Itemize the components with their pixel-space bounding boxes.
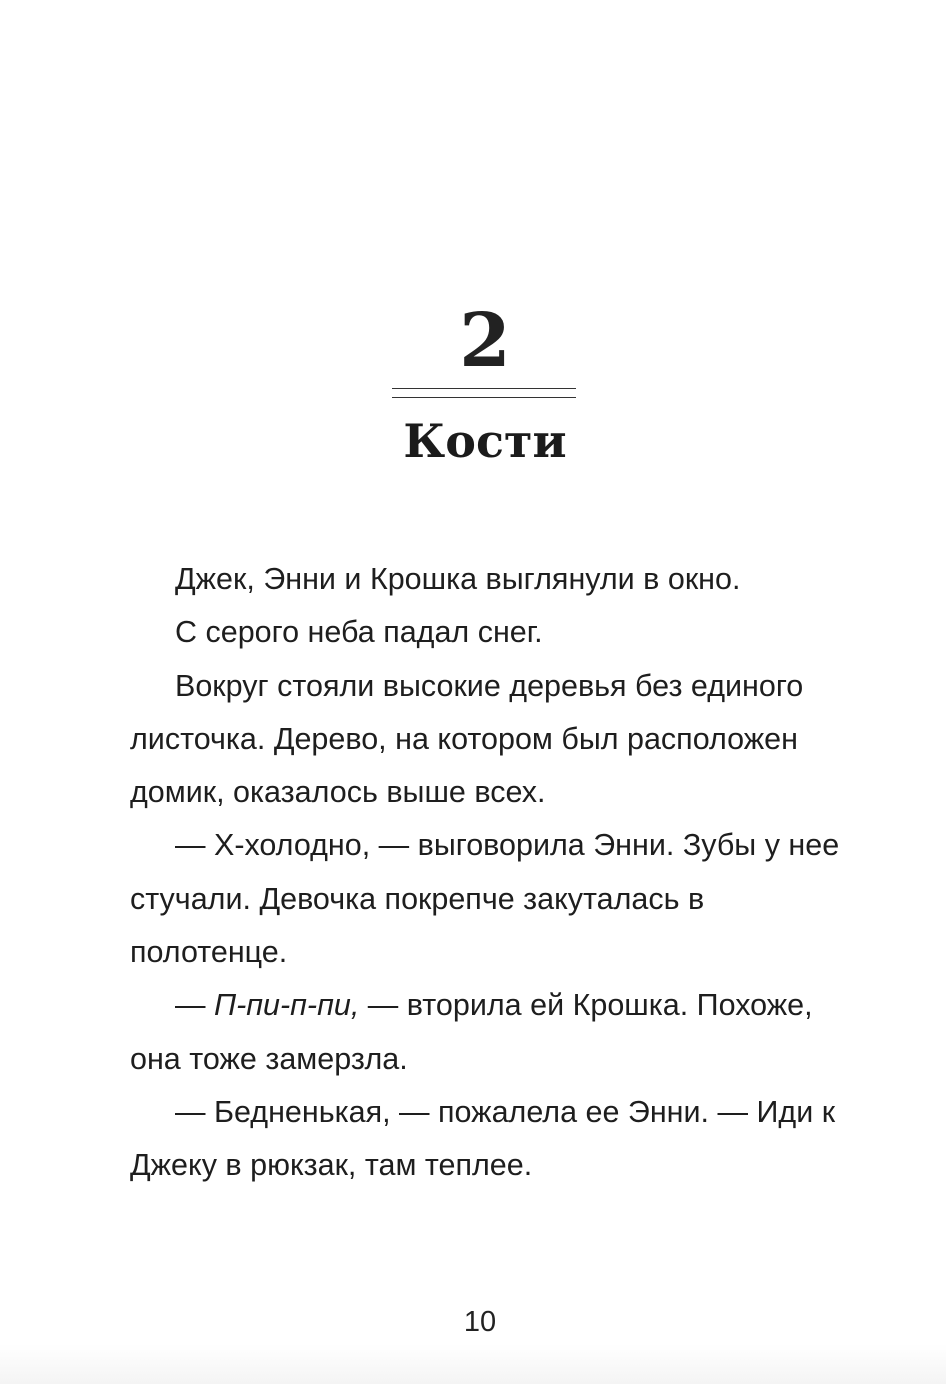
paragraph: С серого неба падал снег. bbox=[175, 615, 543, 650]
paragraph: Джек, Энни и Крошка выглянули в окно. bbox=[175, 562, 741, 596]
chapter-title: Кости bbox=[403, 414, 567, 468]
page-number: 10 bbox=[463, 1306, 497, 1338]
paragraph: — Бедненькая, — пожалела ее Энни. — Иди к Джеку в рюкзак, там теплее. bbox=[130, 1094, 836, 1183]
paragraph: Вокруг стояли высокие деревья без единого листочка. Дерево, на котором был расположен домик, оказалось выше всех. bbox=[130, 668, 804, 810]
chapter-number: 2 bbox=[459, 298, 511, 384]
chapter-body bbox=[130, 553, 850, 1193]
dialogue-dash: — bbox=[175, 988, 214, 1023]
chapter-divider bbox=[392, 388, 576, 398]
paragraph: — Х-холодно, — выговорила Энни. Зубы у нее стучали. Девочка покрепче закуталась в полотенце. bbox=[130, 828, 840, 970]
paragraph bbox=[130, 979, 850, 1086]
page-bottom-shade bbox=[0, 1344, 946, 1384]
paragraph-rest: — вторила ей Крошка. Похоже, она тоже замерзла. bbox=[130, 988, 813, 1076]
italic-sound: П-пи-п-пи, bbox=[213, 988, 360, 1023]
